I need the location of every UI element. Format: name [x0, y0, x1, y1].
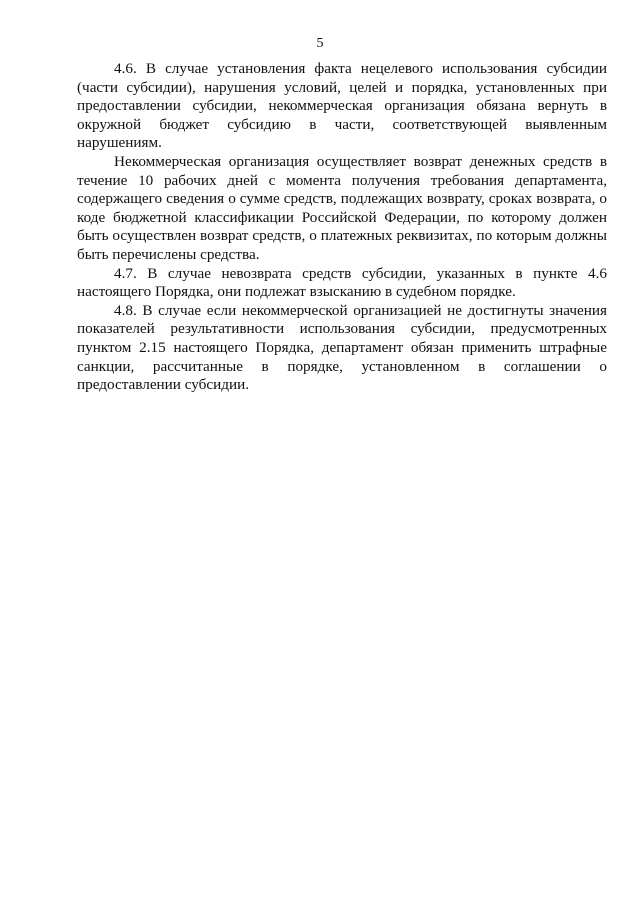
- document-body: [77, 60, 607, 395]
- paragraph-refund-terms: Некоммерческая организация осуществляет возврат денежных средств в течение 10 рабочих дней с момента получения требования департамента, содержащего сведения о сумме средств, подлежащих возврату, сроках возврата, о коде бюджетной классификации Российской Федерации, по которому должен быть осуществлен возврат средств, о платежных реквизитах, по которым должны быть перечислены средства.: [77, 152, 607, 263]
- paragraph-4-6: 4.6. В случае установления факта нецелевого использования субсидии (части субсидии), нарушения условий, целей и порядка, установленных при предоставлении субсидии, некоммерческая организация обязана вернуть в окружной бюджет субсидию в части, соответствующей выявленным нарушениям.: [77, 60, 607, 152]
- paragraph-4-8: 4.8. В случае если некоммерческой организацией не достигнуты значения показателей результативности использования субсидии, предусмотренных пунктом 2.15 настоящего Порядка, департамент обязан применить штрафные санкции, рассчитанные в порядке, установленном в соглашении о предоставлении субсидии.: [77, 301, 607, 394]
- paragraph-4-7: 4.7. В случае невозврата средств субсидии, указанных в пункте 4.6 настоящего Порядка, они подлежат взысканию в судебном порядке.: [77, 264, 607, 301]
- page-number: 5: [316, 36, 324, 51]
